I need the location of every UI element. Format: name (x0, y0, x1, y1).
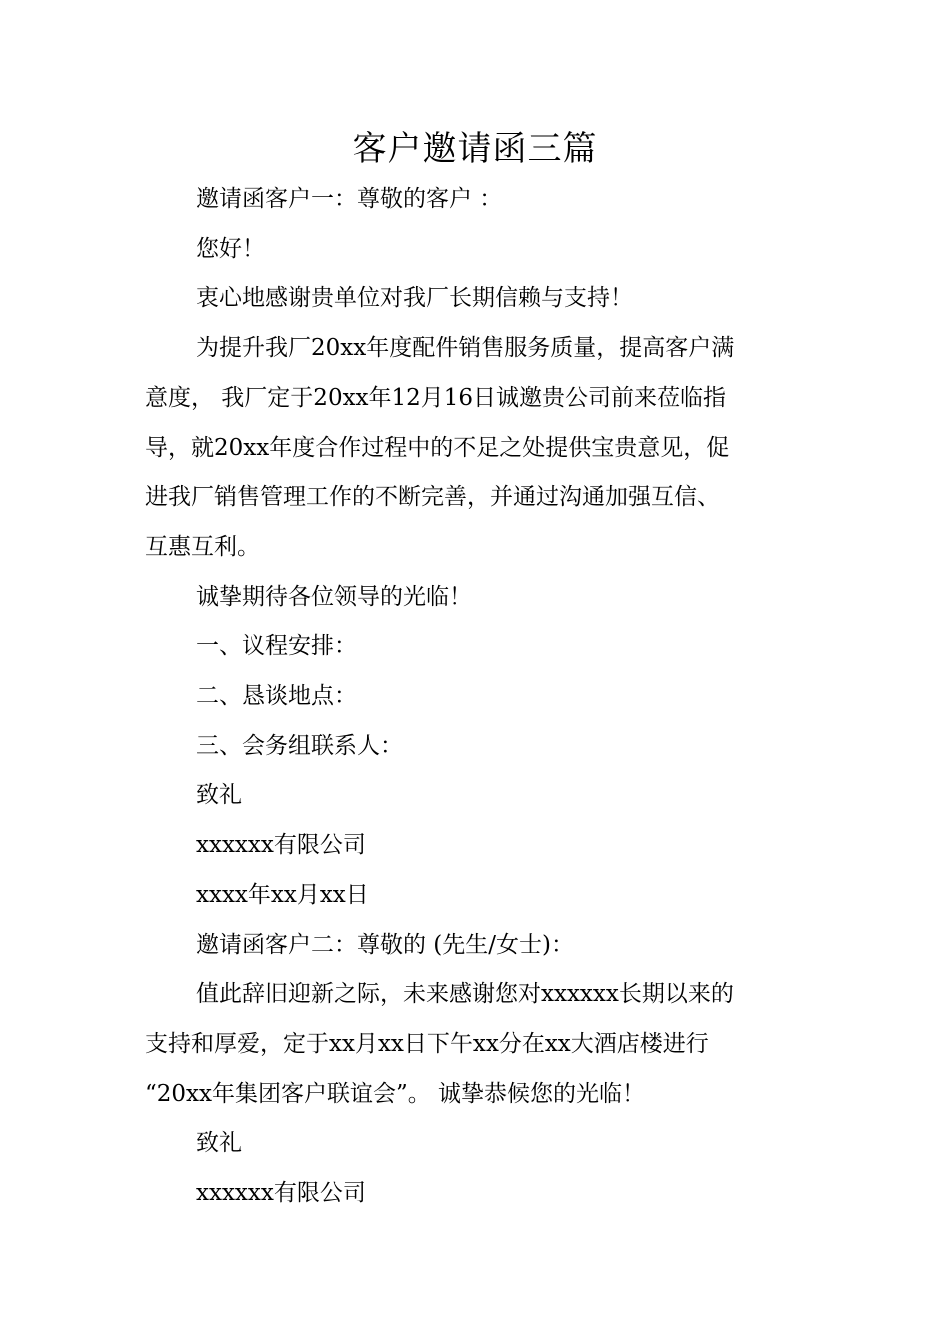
body-line: 致礼 (196, 1130, 242, 1157)
body-line: 进我厂销售管理工作的不断完善，并通过沟通加强互信、 (145, 484, 720, 511)
body-line: 衷心地感谢贵单位对我厂长期信赖与支持！ (196, 285, 633, 312)
body-line: 支持和厚爱，定于xx月xx日下午xx分在xx大酒店楼进行 (145, 1030, 709, 1057)
body-line: 邀请函客户二：尊敬的 (先生/女士)： (196, 931, 575, 958)
body-line: 二、恳谈地点： (196, 683, 357, 710)
body-line: 意度， 我厂定于20xx年12月16日诚邀贵公司前来莅临指 (145, 384, 727, 411)
body-line: 值此辞旧迎新之际，未来感谢您对xxxxxx长期以来的 (196, 981, 734, 1008)
document-title: 客户邀请函三篇 (352, 129, 598, 169)
body-line: 互惠互利。 (145, 533, 260, 560)
body-line: “20xx年集团客户联谊会”。 诚挚恭候您的光临！ (145, 1080, 646, 1107)
body-line: xxxx年xx月xx日 (196, 881, 369, 908)
body-line: xxxxxx有限公司 (196, 832, 366, 859)
body-line: 一、议程安排： (196, 633, 357, 660)
document-body (145, 175, 810, 1219)
body-line: 致礼 (196, 782, 242, 809)
body-line: 邀请函客户一：尊敬的客户 ： (196, 186, 503, 212)
body-line: 您好！ (196, 235, 265, 262)
body-line: 为提升我厂20xx年度配件销售服务质量，提高客户满 (196, 335, 735, 362)
body-line: 三、会务组联系人： (196, 732, 403, 759)
body-line: 诚挚期待各位领导的光临！ (196, 583, 472, 610)
body-line: 导，就20xx年度合作过程中的不足之处提供宝贵意见，促 (145, 434, 730, 461)
body-line: xxxxxx有限公司 (196, 1180, 366, 1207)
